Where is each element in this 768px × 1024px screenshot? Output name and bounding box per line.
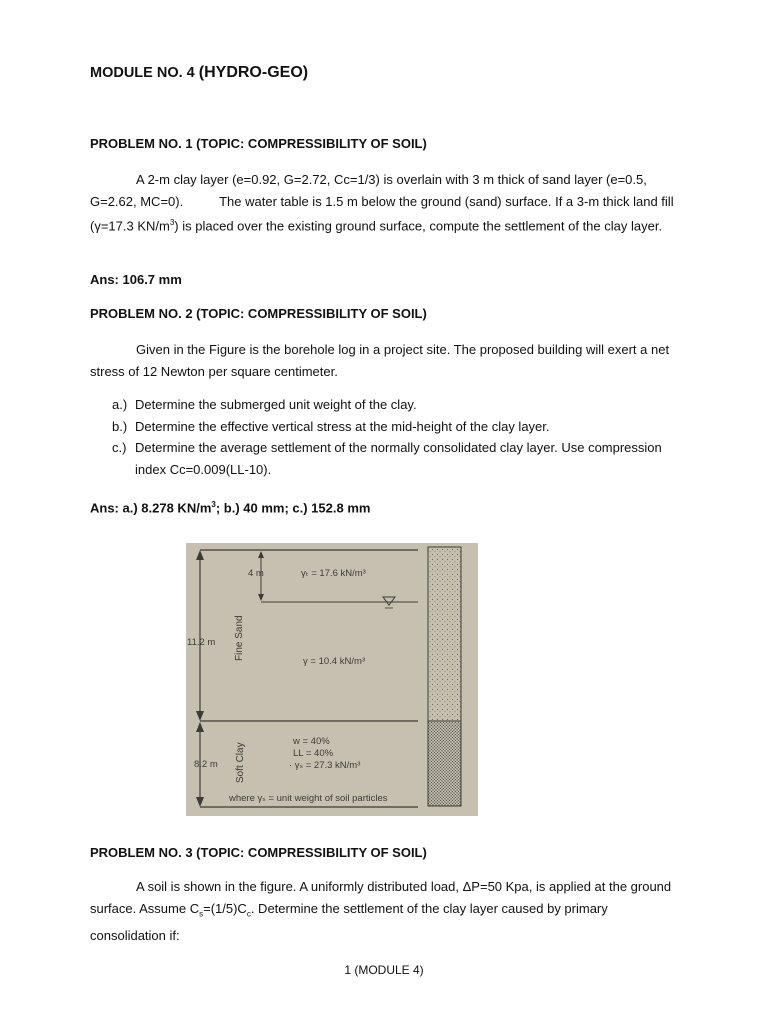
problem2-answer-sup: 3 bbox=[211, 500, 216, 509]
fig-sand-label: Fine Sand bbox=[234, 615, 245, 661]
module-title-prefix: MODULE NO. 4 bbox=[90, 65, 199, 81]
fig-sand-thickness: 11.2 m bbox=[187, 637, 216, 648]
list-marker: a.) bbox=[112, 397, 128, 412]
problem2-answer-b: ; b.) 40 mm; c.) 152.8 mm bbox=[215, 500, 371, 516]
list-item bbox=[90, 416, 680, 438]
fig-clay-label: Soft Clay bbox=[235, 742, 246, 783]
list-item-text: Determine the effective vertical stress at the mid-height of the clay layer. bbox=[135, 418, 550, 434]
problem2-paragraph: Given in the Figure is the borehole log in a project site. The proposed building will exert a net stress of 12 Newton per square centimeter. bbox=[90, 342, 670, 379]
problem1-text-a: A 2-m clay layer (e=0.92, G=2.72, Cc=1/3) is overlain with 3 m thick of sand layer (e=0.5, G=2.62, MC=0). The water table is 1.5 m below the ground (sand) surface. If a 3-m thick land fill (γ=17.3 KN/m bbox=[90, 172, 678, 234]
list-item-text: Determine the submerged unit weight of the clay. bbox=[135, 397, 417, 412]
water-table-icon bbox=[383, 597, 395, 605]
problem2-answer bbox=[90, 494, 680, 519]
borehole-figure bbox=[186, 543, 478, 816]
problem1-answer: Ans: 106.7 mm bbox=[90, 272, 182, 287]
problem3-sub2: c bbox=[246, 909, 251, 919]
problem2-list bbox=[90, 394, 680, 480]
problem3-text-b: =(1/5)C bbox=[203, 900, 247, 916]
fig-gamma-s: · γₛ = 27.3 kN/m³ bbox=[289, 760, 361, 771]
list-item bbox=[90, 394, 680, 416]
fig-water-content: w = 40% bbox=[293, 736, 330, 747]
problem2-heading: PROBLEM NO. 2 (TOPIC: COMPRESSIBILITY OF SOIL) bbox=[90, 306, 427, 321]
fig-gamma: γ = 10.4 kN/m³ bbox=[303, 656, 366, 667]
fig-gamma-t: γₜ = 17.6 kN/m³ bbox=[301, 568, 366, 579]
fig-where-note: where γₛ = unit weight of soil particles bbox=[229, 793, 388, 804]
problem3-text-c: . Determine the settlement of the clay layer caused by primary consolidation if: bbox=[90, 900, 608, 943]
log-clay-column bbox=[428, 721, 461, 806]
fig-liquid-limit: LL = 40% bbox=[293, 748, 334, 759]
module-title bbox=[90, 62, 680, 85]
log-sand-column bbox=[428, 547, 461, 721]
problem3-paragraph bbox=[90, 876, 680, 946]
problem3-sub1: s bbox=[199, 909, 204, 919]
problem1-sup: 3 bbox=[169, 218, 175, 227]
borehole-diagram bbox=[186, 543, 478, 816]
fig-clay-thickness: 8.2 m bbox=[194, 759, 218, 770]
problem1-paragraph bbox=[90, 169, 680, 237]
list-marker: c.) bbox=[112, 440, 127, 455]
problem1-text-b: ) is placed over the existing ground surface, compute the settlement of the clay layer. bbox=[174, 218, 663, 234]
module-title-suffix: (HYDRO-GEO) bbox=[198, 64, 309, 81]
problem2-answer-a: Ans: a.) 8.278 KN/m bbox=[90, 500, 212, 516]
problem3-text-a: A soil is shown in the figure. A uniformly distributed load, ΔP=50 Kpa, is applied at the ground surface. Assume C bbox=[90, 879, 672, 916]
fig-top-thickness: 4 m bbox=[248, 568, 264, 579]
list-item-text: Determine the average settlement of the normally consolidated clay layer. Use compression index Cc=0.009(LL-10). bbox=[135, 440, 662, 477]
page-footer: 1 (MODULE 4) bbox=[344, 963, 424, 977]
list-marker: b.) bbox=[112, 418, 128, 434]
problem3-heading: PROBLEM NO. 3 (TOPIC: COMPRESSIBILITY OF SOIL) bbox=[90, 845, 427, 860]
problem1-heading: PROBLEM NO. 1 (TOPIC: COMPRESSIBILITY OF SOIL) bbox=[90, 136, 427, 151]
list-item bbox=[90, 437, 680, 480]
